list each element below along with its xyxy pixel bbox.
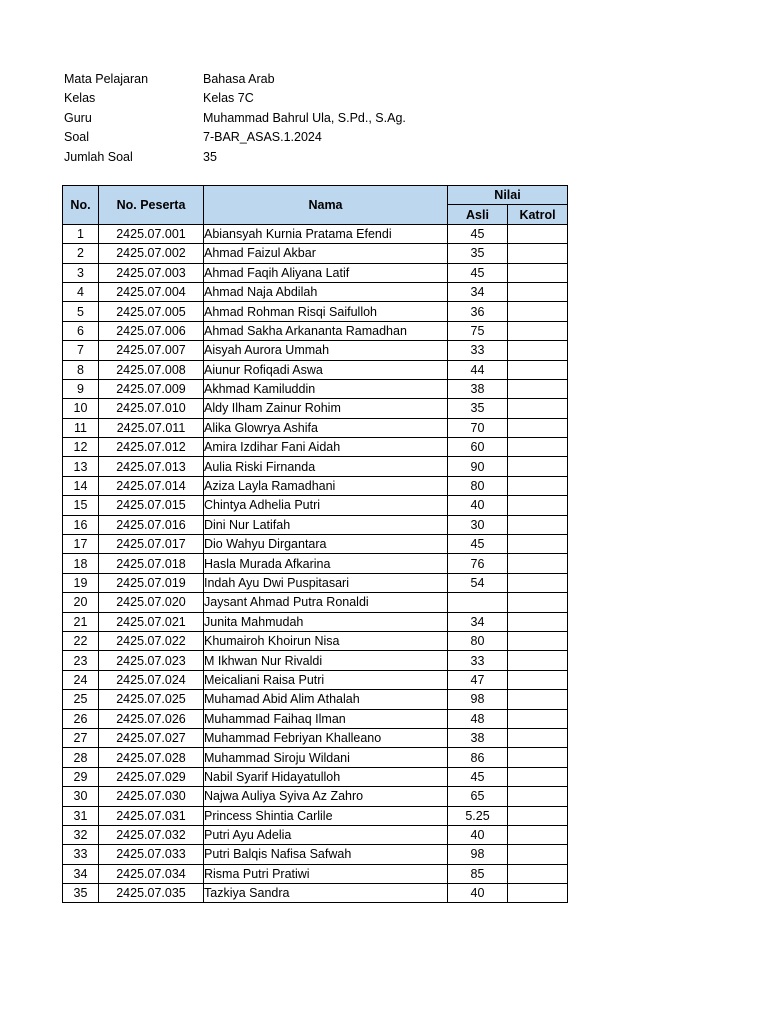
cell-participant-number: 2425.07.024 [99,670,204,689]
cell-participant-number: 2425.07.027 [99,728,204,747]
cell-no: 31 [63,806,99,825]
cell-score-original: 45 [448,224,508,243]
cell-participant-number: 2425.07.029 [99,767,204,786]
cell-no: 10 [63,399,99,418]
cell-score-adjusted [508,767,568,786]
cell-no: 13 [63,457,99,476]
cell-participant-number: 2425.07.016 [99,515,204,534]
cell-score-adjusted [508,825,568,844]
cell-score-original: 70 [448,418,508,437]
cell-score-original: 40 [448,884,508,903]
cell-score-adjusted [508,244,568,263]
cell-name: Ahmad Faqih Aliyana Latif [204,263,448,282]
cell-name: Risma Putri Pratiwi [204,864,448,883]
cell-score-adjusted [508,438,568,457]
cell-no: 3 [63,263,99,282]
cell-score-adjusted [508,399,568,418]
cell-no: 14 [63,476,99,495]
header-name: Nama [204,186,448,225]
cell-no: 17 [63,535,99,554]
cell-score-adjusted [508,573,568,592]
cell-participant-number: 2425.07.002 [99,244,204,263]
table-row [63,690,568,709]
table-row [63,573,568,592]
cell-name: Amira Izdihar Fani Aidah [204,438,448,457]
cell-participant-number: 2425.07.026 [99,709,204,728]
cell-participant-number: 2425.07.017 [99,535,204,554]
cell-name: Aiunur Rofiqadi Aswa [204,360,448,379]
cell-no: 11 [63,418,99,437]
cell-participant-number: 2425.07.007 [99,341,204,360]
cell-participant-number: 2425.07.028 [99,748,204,767]
table-row [63,360,568,379]
cell-score-original: 34 [448,282,508,301]
cell-name: Junita Mahmudah [204,612,448,631]
cell-score-original: 38 [448,728,508,747]
cell-score-original: 80 [448,631,508,650]
cell-no: 28 [63,748,99,767]
cell-score-original: 54 [448,573,508,592]
table-row [63,709,568,728]
cell-score-adjusted [508,709,568,728]
cell-score-adjusted [508,263,568,282]
cell-participant-number: 2425.07.003 [99,263,204,282]
cell-no: 34 [63,864,99,883]
cell-participant-number: 2425.07.021 [99,612,204,631]
cell-name: Muhammad Siroju Wildani [204,748,448,767]
table-row [63,651,568,670]
cell-participant-number: 2425.07.006 [99,321,204,340]
cell-score-adjusted [508,282,568,301]
table-row [63,496,568,515]
cell-score-adjusted [508,884,568,903]
table-row [63,399,568,418]
cell-score-original: 48 [448,709,508,728]
cell-score-original: 38 [448,379,508,398]
cell-score-adjusted [508,515,568,534]
cell-score-original: 35 [448,244,508,263]
cell-score-adjusted [508,670,568,689]
cell-score-adjusted [508,379,568,398]
table-row [63,418,568,437]
cell-score-adjusted [508,690,568,709]
cell-name: Muhamad Abid Alim Athalah [204,690,448,709]
table-row [63,341,568,360]
meta-row-class [64,89,406,108]
table-row [63,845,568,864]
table-row [63,806,568,825]
cell-participant-number: 2425.07.032 [99,825,204,844]
table-row [63,476,568,495]
cell-score-original: 36 [448,302,508,321]
cell-name: Muhammad Faihaq Ilman [204,709,448,728]
cell-no: 5 [63,302,99,321]
cell-name: Princess Shintia Carlile [204,806,448,825]
cell-score-original: 45 [448,535,508,554]
cell-name: Indah Ayu Dwi Puspitasari [204,573,448,592]
cell-name: Hasla Murada Afkarina [204,554,448,573]
cell-no: 22 [63,631,99,650]
cell-name: Meicaliani Raisa Putri [204,670,448,689]
table-row [63,321,568,340]
table-row [63,282,568,301]
cell-score-adjusted [508,457,568,476]
table-row [63,535,568,554]
table-row [63,670,568,689]
header-score: Nilai [448,186,568,205]
cell-name: Aldy Ilham Zainur Rohim [204,399,448,418]
cell-score-adjusted [508,651,568,670]
cell-score-original: 47 [448,670,508,689]
cell-participant-number: 2425.07.031 [99,806,204,825]
cell-score-adjusted [508,593,568,612]
table-row [63,302,568,321]
cell-score-original: 98 [448,690,508,709]
cell-participant-number: 2425.07.033 [99,845,204,864]
cell-no: 29 [63,767,99,786]
cell-score-adjusted [508,535,568,554]
table-row [63,263,568,282]
table-row [63,224,568,243]
cell-score-original: 60 [448,438,508,457]
cell-score-original [448,593,508,612]
cell-score-adjusted [508,360,568,379]
cell-score-adjusted [508,418,568,437]
cell-score-original: 65 [448,787,508,806]
meta-label: Kelas [64,91,96,106]
cell-participant-number: 2425.07.019 [99,573,204,592]
cell-score-original: 45 [448,263,508,282]
cell-participant-number: 2425.07.035 [99,884,204,903]
cell-name: Akhmad Kamiluddin [204,379,448,398]
cell-name: Putri Balqis Nafisa Safwah [204,845,448,864]
cell-participant-number: 2425.07.025 [99,690,204,709]
table-row [63,748,568,767]
cell-name: M Ikhwan Nur Rivaldi [204,651,448,670]
cell-name: Chintya Adhelia Putri [204,496,448,515]
cell-name: Najwa Auliya Syiva Az Zahro [204,787,448,806]
cell-participant-number: 2425.07.020 [99,593,204,612]
cell-name: Aulia Riski Firnanda [204,457,448,476]
cell-no: 8 [63,360,99,379]
cell-score-adjusted [508,496,568,515]
table-row [63,884,568,903]
table-row [63,593,568,612]
cell-score-adjusted [508,728,568,747]
meta-value: 35 [203,149,217,164]
cell-no: 2 [63,244,99,263]
table-row [63,379,568,398]
cell-name: Tazkiya Sandra [204,884,448,903]
cell-no: 23 [63,651,99,670]
cell-participant-number: 2425.07.009 [99,379,204,398]
cell-no: 16 [63,515,99,534]
table-row [63,767,568,786]
table-row [63,554,568,573]
cell-no: 20 [63,593,99,612]
cell-score-original: 45 [448,767,508,786]
cell-no: 1 [63,224,99,243]
cell-name: Putri Ayu Adelia [204,825,448,844]
cell-score-adjusted [508,612,568,631]
cell-no: 25 [63,690,99,709]
table-row [63,728,568,747]
cell-no: 4 [63,282,99,301]
cell-no: 27 [63,728,99,747]
table-row [63,612,568,631]
meta-info [64,70,406,167]
cell-score-adjusted [508,787,568,806]
cell-score-adjusted [508,631,568,650]
cell-name: Ahmad Rohman Risqi Saifulloh [204,302,448,321]
cell-name: Jaysant Ahmad Putra Ronaldi [204,593,448,612]
cell-participant-number: 2425.07.018 [99,554,204,573]
cell-no: 24 [63,670,99,689]
meta-label: Soal [64,130,90,145]
cell-score-adjusted [508,302,568,321]
table-row [63,787,568,806]
cell-participant-number: 2425.07.015 [99,496,204,515]
cell-name: Aziza Layla Ramadhani [204,476,448,495]
cell-participant-number: 2425.07.005 [99,302,204,321]
table-row [63,244,568,263]
meta-label: Jumlah Soal [64,149,133,164]
cell-score-original: 85 [448,864,508,883]
cell-participant-number: 2425.07.012 [99,438,204,457]
header-score-original: Asli [448,205,508,224]
cell-no: 32 [63,825,99,844]
cell-score-original: 5.25 [448,806,508,825]
cell-no: 35 [63,884,99,903]
table-row [63,457,568,476]
table-row [63,438,568,457]
cell-score-adjusted [508,554,568,573]
cell-no: 18 [63,554,99,573]
cell-score-original: 33 [448,341,508,360]
meta-row-subject [64,70,406,89]
cell-score-original: 30 [448,515,508,534]
cell-participant-number: 2425.07.011 [99,418,204,437]
cell-no: 7 [63,341,99,360]
table-row [63,631,568,650]
meta-row-teacher [64,109,406,128]
meta-value: Bahasa Arab [203,72,275,86]
header-no: No. [63,186,99,225]
score-table-header [63,186,568,225]
cell-score-adjusted [508,748,568,767]
cell-name: Ahmad Faizul Akbar [204,244,448,263]
cell-name: Alika Glowrya Ashifa [204,418,448,437]
score-table [62,185,568,903]
meta-value: 7-BAR_ASAS.1.2024 [203,130,322,145]
cell-no: 19 [63,573,99,592]
table-row [63,515,568,534]
cell-score-original: 40 [448,496,508,515]
cell-name: Khumairoh Khoirun Nisa [204,631,448,650]
cell-no: 9 [63,379,99,398]
cell-no: 21 [63,612,99,631]
cell-participant-number: 2425.07.001 [99,224,204,243]
cell-score-original: 90 [448,457,508,476]
cell-score-adjusted [508,321,568,340]
cell-participant-number: 2425.07.030 [99,787,204,806]
cell-participant-number: 2425.07.023 [99,651,204,670]
cell-name: Aisyah Aurora Ummah [204,341,448,360]
cell-participant-number: 2425.07.022 [99,631,204,650]
cell-score-original: 86 [448,748,508,767]
cell-name: Dini Nur Latifah [204,515,448,534]
cell-name: Ahmad Naja Abdilah [204,282,448,301]
cell-no: 15 [63,496,99,515]
cell-no: 30 [63,787,99,806]
cell-score-original: 80 [448,476,508,495]
cell-score-adjusted [508,341,568,360]
cell-score-adjusted [508,806,568,825]
cell-score-adjusted [508,224,568,243]
cell-score-original: 34 [448,612,508,631]
cell-participant-number: 2425.07.014 [99,476,204,495]
cell-score-adjusted [508,864,568,883]
table-row [63,864,568,883]
cell-score-adjusted [508,476,568,495]
header-participant-number: No. Peserta [99,186,204,225]
cell-score-original: 44 [448,360,508,379]
cell-score-original: 40 [448,825,508,844]
cell-name: Dio Wahyu Dirgantara [204,535,448,554]
cell-name: Ahmad Sakha Arkananta Ramadhan [204,321,448,340]
meta-value: Kelas 7C [203,91,254,106]
cell-no: 12 [63,438,99,457]
cell-participant-number: 2425.07.010 [99,399,204,418]
cell-score-original: 33 [448,651,508,670]
score-table-body [63,224,568,903]
cell-name: Nabil Syarif Hidayatulloh [204,767,448,786]
cell-no: 33 [63,845,99,864]
meta-label: Guru [64,110,92,125]
cell-score-original: 75 [448,321,508,340]
cell-participant-number: 2425.07.004 [99,282,204,301]
meta-row-question-count [64,148,406,167]
cell-no: 6 [63,321,99,340]
header-score-adjusted: Katrol [508,205,568,224]
cell-participant-number: 2425.07.034 [99,864,204,883]
cell-no: 26 [63,709,99,728]
meta-row-exam [64,128,406,147]
cell-name: Abiansyah Kurnia Pratama Efendi [204,224,448,243]
cell-score-adjusted [508,845,568,864]
cell-participant-number: 2425.07.013 [99,457,204,476]
cell-name: Muhammad Febriyan Khalleano [204,728,448,747]
cell-score-original: 98 [448,845,508,864]
table-row [63,825,568,844]
meta-label: Mata Pelajaran [64,72,149,86]
cell-participant-number: 2425.07.008 [99,360,204,379]
meta-value: Muhammad Bahrul Ula, S.Pd., S.Ag. [203,110,406,125]
cell-score-original: 76 [448,554,508,573]
cell-score-original: 35 [448,399,508,418]
